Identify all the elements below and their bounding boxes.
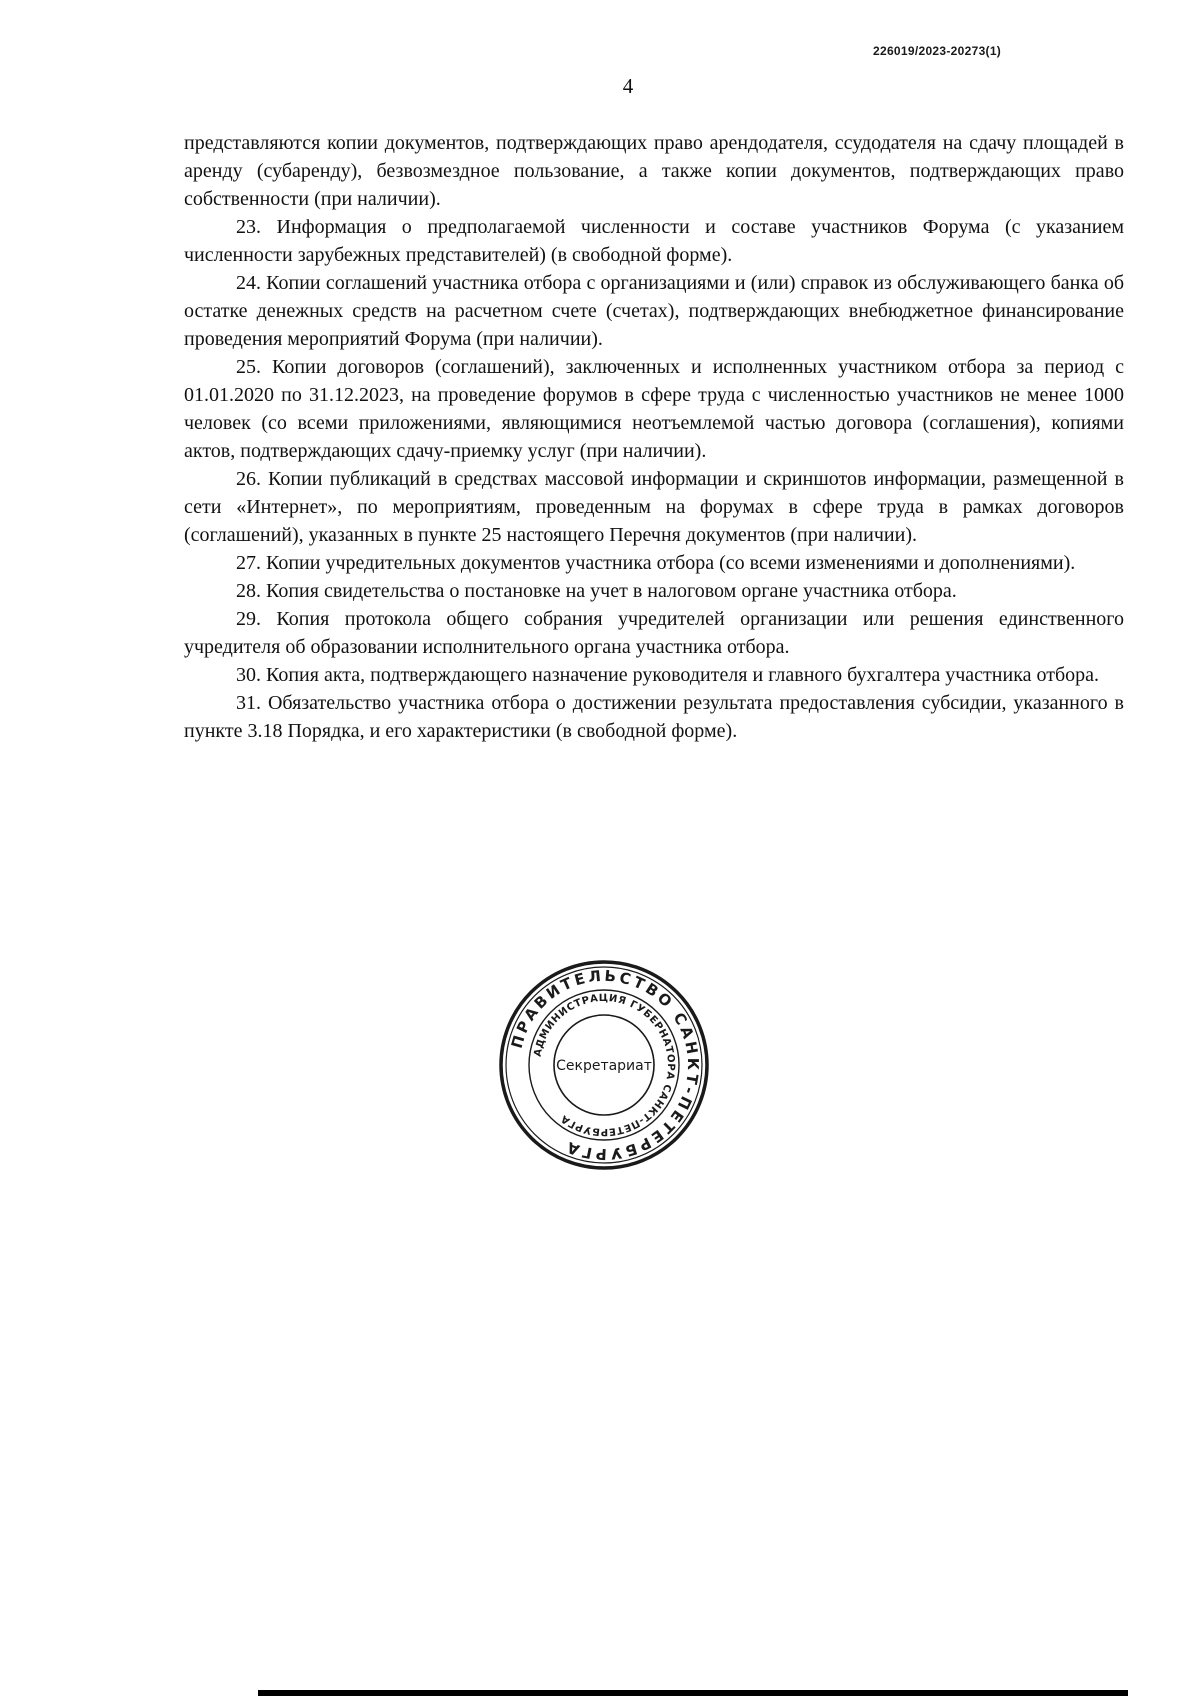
page-number: 4 [622,74,634,98]
seal-center-text: Секретариат [556,1058,652,1074]
seal-graphic [497,958,711,1172]
list-item-27: 27. Копии учредительных документов участника отбора (со всеми изменениями и дополнениями). [236,552,1076,574]
document-registration-number: 226019/2023-20273(1) [873,44,1002,58]
list-item-28: 28. Копия свидетельства о постановке на учет в налоговом органе участника отбора. [236,580,957,602]
official-seal-stamp [497,958,711,1172]
seal-outer-text: ПРАВИТЕЛЬСТВО САНКТ-ПЕТЕРБУРГА [507,966,703,1164]
list-item-23: 23. Информация о предполагаемой численности и составе участников Форума (с указанием численности зарубежных представителей) (в свободной форме). [184,216,1124,266]
list-item-31: 31. Обязательство участника отбора о достижении результата предоставления субсидии, указанного в пункте 3.18 Порядка, и его характеристики (в свободной форме). [184,692,1124,742]
list-item-30: 30. Копия акта, подтверждающего назначение руководителя и главного бухгалтера участника отбора. [236,664,1100,686]
list-item-25: 25. Копии договоров (соглашений), заключенных и исполненных участником отбора за период с 01.01.2020 по 31.12.2023, на проведение форумов в сфере труда с численностью участников не менее 1000 человек (со всеми приложениями, являющимися неотъемлемой частью договора (соглашения), копиями актов, подтверждающих сдачу-приемку услуг (при наличии). [184,356,1124,462]
list-item-26: 26. Копии публикаций в средствах массовой информации и скриншотов информации, размещенной в сети «Интернет», по мероприятиям, проведенным на форумах в сфере труда в рамках договоров (соглашений), указанных в пункте 25 настоящего Перечня документов (при наличии). [184,468,1124,546]
list-item-24: 24. Копии соглашений участника отбора с организациями и (или) справок из обслуживающего банка об остатке денежных средств на расчетном счете (счетах), подтверждающих внебюджетное финансирование проведения мероприятий Форума (при наличии). [184,272,1124,350]
document-body [184,129,1124,745]
scan-border-line [258,1690,1128,1696]
seal-inner-text: АДМИНИСТРАЦИЯ ГУБЕРНАТОРА САНКТ-ПЕТЕРБУРГА [532,992,677,1138]
list-item-29: 29. Копия протокола общего собрания учредителей организации или решения единственного учредителя об образовании исполнительного органа участника отбора. [184,608,1124,658]
paragraph-continuation: представляются копии документов, подтверждающих право арендодателя, ссудодателя на сдачу площадей в аренду (субаренду), безвозмездное пользование, а также копии документов, подтверждающих право собственности (при наличии). [184,132,1124,210]
